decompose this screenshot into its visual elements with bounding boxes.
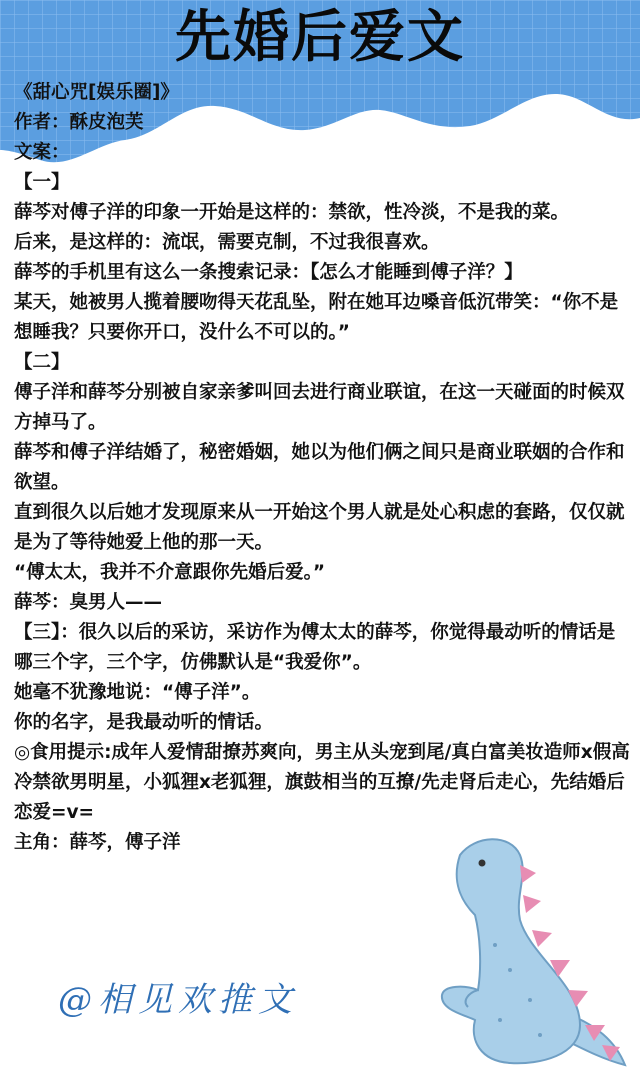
reading-tips: ◎食用提示:成年人爱情甜撩苏爽向，男主从头宠到尾/真白富美妆造师x假高冷禁欲男明星，小狐狸x老狐狸，旗鼓相当的互撩/先走肾后走心，先结婚后恋爱=v=	[14, 742, 630, 823]
summary-paragraph: 傅子洋和薛芩分别被自家亲爹叫回去进行商业联谊，在这一天碰面的时候双方掉马了。	[14, 382, 625, 433]
summary-paragraph: 你的名字，是我最动听的情话。	[14, 712, 274, 733]
page-title: 先婚后爱文	[175, 5, 465, 70]
dinosaur-icon	[420, 825, 630, 1070]
summary-paragraph: 直到很久以后她才发现原来从一开始这个男人就是处心积虑的套路，仅仅就是为了等待她爱上他的那一天。	[14, 502, 625, 553]
section-marker-3: 【三】：很久以后的采访，采访作为傅太太的薛芩，你觉得最动听的情话是哪三个字，三个字，仿佛默认是“我爱你”。	[14, 622, 616, 673]
main-characters: 主角：薛芩，傅子洋	[14, 832, 181, 853]
summary-paragraph: 某天，她被男人揽着腰吻得天花乱坠，附在她耳边嗓音低沉带笑：“你不是想睡我？只要你开口，没什么不可以的。”	[14, 292, 619, 343]
summary-label: 文案：	[14, 142, 70, 163]
summary-paragraph: 薛芩对傅子洋的印象一开始是这样的：禁欲，性冷淡，不是我的菜。	[14, 202, 570, 223]
section-marker-2: 【二】	[14, 352, 70, 373]
section-marker-1: 【一】	[14, 172, 70, 193]
summary-paragraph: 薛芩的手机里有这么一条搜索记录：【怎么才能睡到傅子洋？】	[14, 262, 523, 283]
summary-paragraph: 她毫不犹豫地说：“傅子洋”。	[14, 682, 261, 703]
summary-paragraph: 薛芩：臭男人——	[14, 592, 163, 613]
summary-paragraph: 薛芩和傅子洋结婚了，秘密婚姻，她以为他们俩之间只是商业联姻的合作和欲望。	[14, 442, 625, 493]
summary-paragraph: “傅太太，我并不介意跟你先婚后爱。”	[14, 562, 326, 583]
book-author: 作者：酥皮泡芙	[14, 112, 144, 133]
book-title: 《甜心咒[娱乐圈]》	[14, 82, 179, 103]
summary-paragraph: 后来，是这样的：流氓，需要克制，不过我很喜欢。	[14, 232, 440, 253]
book-description	[14, 78, 630, 858]
watermark-signature: @相见欢推文	[58, 980, 298, 1020]
